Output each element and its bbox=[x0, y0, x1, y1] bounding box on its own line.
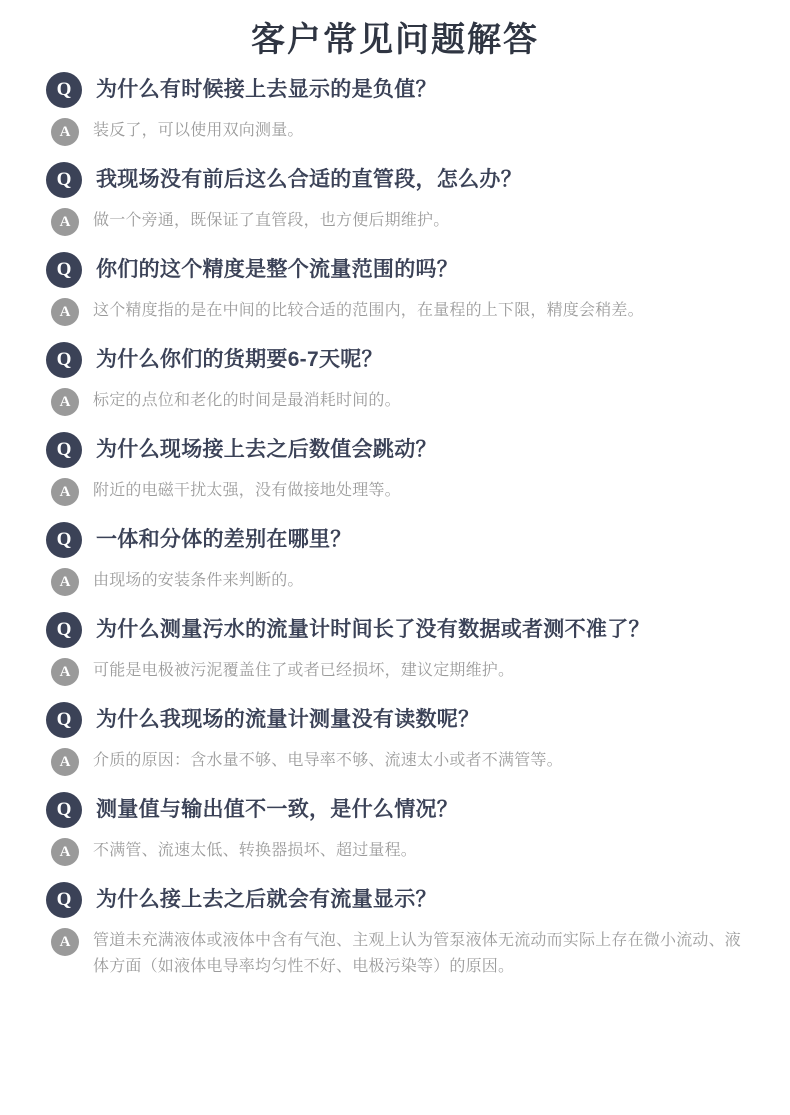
question-badge-icon: Q bbox=[46, 702, 82, 738]
faq-answer-row bbox=[46, 926, 750, 979]
faq-question-text: 为什么现场接上去之后数值会跳动？ bbox=[96, 438, 437, 462]
faq-item bbox=[46, 162, 750, 236]
faq-question-row bbox=[46, 702, 750, 738]
faq-item bbox=[46, 72, 750, 146]
answer-badge-icon: A bbox=[51, 838, 79, 866]
question-badge-icon: Q bbox=[46, 432, 82, 468]
faq-answer-text: 装反了，可以使用双向测量。 bbox=[93, 122, 304, 140]
faq-question-text: 为什么接上去之后就会有流量显示？ bbox=[96, 888, 437, 912]
question-badge-icon: Q bbox=[46, 162, 82, 198]
question-badge-icon: Q bbox=[46, 612, 82, 648]
faq-answer-text: 附近的电磁干扰太强，没有做接地处理等。 bbox=[93, 482, 401, 500]
faq-answer-text: 做一个旁通，既保证了直管段，也方便后期维护。 bbox=[93, 212, 450, 230]
question-badge-icon: Q bbox=[46, 72, 82, 108]
faq-answer-row bbox=[46, 386, 750, 416]
answer-badge-icon: A bbox=[51, 298, 79, 326]
faq-item bbox=[46, 252, 750, 326]
question-badge-icon: Q bbox=[46, 882, 82, 918]
faq-question-row bbox=[46, 792, 750, 828]
faq-question-row bbox=[46, 252, 750, 288]
faq-answer-row bbox=[46, 656, 750, 686]
faq-question-text: 你们的这个精度是整个流量范围的吗？ bbox=[96, 258, 459, 282]
answer-badge-icon: A bbox=[51, 748, 79, 776]
faq-answer-row bbox=[46, 206, 750, 236]
faq-item bbox=[46, 882, 750, 979]
answer-badge-icon: A bbox=[51, 118, 79, 146]
faq-question-text: 为什么测量污水的流量计时间长了没有数据或者测不准了？ bbox=[96, 618, 650, 642]
faq-question-text: 一体和分体的差别在哪里？ bbox=[96, 528, 352, 552]
faq-item bbox=[46, 702, 750, 776]
question-badge-icon: Q bbox=[46, 792, 82, 828]
faq-answer-row bbox=[46, 296, 750, 326]
faq-answer-text: 不满管、流速太低、转换器损坏、超过量程。 bbox=[93, 842, 418, 860]
faq-question-text: 为什么你们的货期要6-7天呢？ bbox=[96, 348, 383, 372]
faq-question-row bbox=[46, 882, 750, 918]
answer-badge-icon: A bbox=[51, 388, 79, 416]
faq-item bbox=[46, 342, 750, 416]
faq-question-row bbox=[46, 342, 750, 378]
faq-answer-text: 这个精度指的是在中间的比较合适的范围内，在量程的上下限，精度会稍差。 bbox=[93, 302, 644, 320]
page-title: 客户常见问题解答 bbox=[251, 21, 539, 59]
faq-answer-text: 介质的原因：含水量不够、电导率不够、流速太小或者不满管等。 bbox=[93, 752, 563, 770]
question-badge-icon: Q bbox=[46, 522, 82, 558]
faq-question-row bbox=[46, 612, 750, 648]
faq-answer-row bbox=[46, 476, 750, 506]
faq-item bbox=[46, 612, 750, 686]
faq-question-text: 我现场没有前后这么合适的直管段，怎么办？ bbox=[96, 168, 522, 192]
faq-list bbox=[0, 72, 790, 979]
faq-item bbox=[46, 432, 750, 506]
answer-badge-icon: A bbox=[51, 208, 79, 236]
faq-question-text: 测量值与输出值不一致，是什么情况？ bbox=[96, 798, 459, 822]
faq-question-text: 为什么我现场的流量计测量没有读数呢？ bbox=[96, 708, 480, 732]
faq-question-row bbox=[46, 432, 750, 468]
faq-answer-text: 由现场的安装条件来判断的。 bbox=[93, 572, 304, 590]
answer-badge-icon: A bbox=[51, 478, 79, 506]
faq-answer-text: 可能是电极被污泥覆盖住了或者已经损坏，建议定期维护。 bbox=[93, 662, 515, 680]
faq-question-text: 为什么有时候接上去显示的是负值？ bbox=[96, 78, 437, 102]
faq-answer-row bbox=[46, 566, 750, 596]
answer-badge-icon: A bbox=[51, 658, 79, 686]
faq-question-row bbox=[46, 162, 750, 198]
faq-answer-text: 管道未充满液体或液体中含有气泡、主观上认为管泵液体无流动而实际上存在微小流动、液体方面（如液体电导率均匀性不好、电极污染等）的原因。 bbox=[93, 932, 742, 975]
faq-answer-row bbox=[46, 746, 750, 776]
faq-question-row bbox=[46, 72, 750, 108]
faq-answer-row bbox=[46, 836, 750, 866]
faq-answer-row bbox=[46, 116, 750, 146]
question-badge-icon: Q bbox=[46, 252, 82, 288]
question-badge-icon: Q bbox=[46, 342, 82, 378]
answer-badge-icon: A bbox=[51, 568, 79, 596]
faq-item bbox=[46, 522, 750, 596]
faq-question-row bbox=[46, 522, 750, 558]
faq-answer-text: 标定的点位和老化的时间是最消耗时间的。 bbox=[93, 392, 401, 410]
answer-badge-icon: A bbox=[51, 928, 79, 956]
faq-item bbox=[46, 792, 750, 866]
